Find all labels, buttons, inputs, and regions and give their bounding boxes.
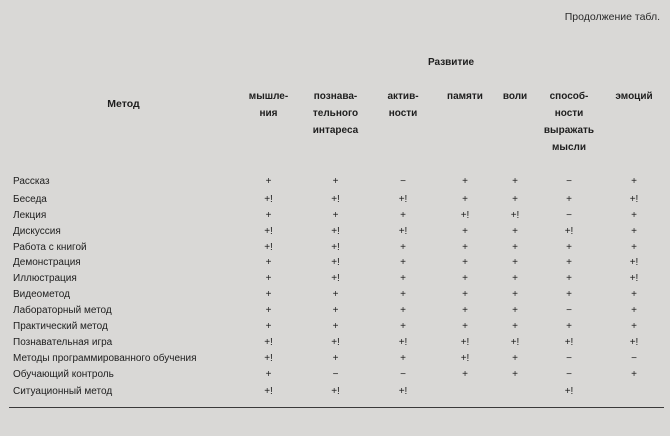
rating-cell: + — [265, 305, 272, 317]
rating-cell: +! — [564, 225, 574, 237]
rating-cell: + — [566, 289, 572, 301]
table-body — [9, 164, 664, 408]
rating-cell: − — [566, 368, 572, 380]
rating-cell: + — [462, 225, 468, 237]
rating-cell: + — [631, 241, 637, 253]
rating-cell: +! — [398, 225, 408, 237]
rating-cell: +! — [264, 336, 273, 348]
rating-cell: +! — [264, 193, 273, 205]
rating-cell: + — [631, 305, 637, 317]
table-row — [9, 334, 664, 350]
rating-cell: + — [400, 305, 406, 317]
rating-cell — [496, 382, 534, 407]
rating-cell: + — [265, 209, 272, 221]
rating-cell: + — [332, 321, 339, 333]
rating-cell: + — [400, 289, 406, 301]
table-caption: Продолжение табл. — [564, 11, 660, 23]
table-row — [9, 366, 664, 382]
method-name: Работа с книгой — [13, 241, 87, 253]
rating-cell: +! — [264, 225, 273, 237]
method-name: Рассказ — [13, 176, 50, 188]
method-name: Иллюстрация — [13, 273, 77, 285]
rating-cell: + — [400, 352, 406, 364]
method-name: Обучающий контроль — [13, 368, 114, 380]
rating-cell: + — [400, 273, 406, 285]
rating-cell: +! — [372, 382, 434, 407]
rating-cell: +! — [534, 382, 604, 407]
rating-cell: +! — [331, 193, 340, 205]
rating-cell: + — [566, 241, 572, 253]
column-header: эмоций — [615, 91, 653, 102]
rating-cell: + — [512, 257, 518, 269]
rating-cell: + — [631, 368, 637, 380]
rating-cell: + — [400, 209, 406, 221]
rating-cell: + — [462, 305, 468, 317]
rating-cell: − — [566, 176, 572, 188]
rating-cell: + — [512, 368, 518, 380]
rating-cell: − — [566, 209, 572, 221]
rating-cell: +! — [629, 257, 639, 269]
rating-cell: + — [265, 176, 272, 188]
rating-cell: + — [512, 352, 518, 364]
rating-cell: +! — [331, 273, 340, 285]
rating-cell: + — [265, 289, 272, 301]
rating-cell: +! — [564, 336, 574, 348]
method-name: Видеометод — [13, 289, 70, 301]
rating-cell: + — [462, 321, 468, 333]
rating-cell: +! — [629, 336, 639, 348]
rating-cell: + — [566, 321, 572, 333]
rating-cell: + — [332, 176, 339, 188]
table-row — [9, 350, 664, 366]
rating-cell: +! — [331, 336, 340, 348]
method-name: Беседа — [13, 193, 47, 205]
rating-cell: +! — [238, 382, 299, 407]
rating-cell: + — [631, 209, 637, 221]
table-row — [9, 319, 664, 335]
rating-cell: + — [332, 352, 339, 364]
rating-cell: + — [265, 257, 272, 269]
column-header: воли — [502, 91, 528, 102]
rating-cell: + — [512, 273, 518, 285]
method-name: Дискуссия — [13, 225, 61, 237]
rating-cell: − — [566, 305, 572, 317]
rating-cell: + — [512, 289, 518, 301]
column-header: познава- тельного интареса — [312, 91, 359, 136]
rating-cell: +! — [510, 336, 520, 348]
method-name: Лекция — [13, 209, 47, 221]
column-header: памяти — [447, 91, 483, 102]
rating-cell: + — [462, 241, 468, 253]
table-row — [9, 287, 664, 303]
rating-cell: − — [400, 368, 406, 380]
rating-cell: +! — [460, 336, 470, 348]
rating-cell: +! — [299, 382, 372, 407]
rating-cell: + — [631, 289, 637, 301]
rating-cell: + — [512, 241, 518, 253]
rating-cell: + — [512, 321, 518, 333]
methods-table — [9, 44, 664, 408]
rating-cell: + — [400, 241, 406, 253]
rating-cell: +! — [331, 241, 340, 253]
column-header: актив- ности — [387, 91, 419, 119]
rating-cell: + — [462, 273, 468, 285]
table-row — [9, 164, 664, 191]
rating-cell: + — [631, 176, 637, 188]
rating-cell: +! — [264, 352, 273, 364]
rating-cell: +! — [460, 352, 470, 364]
rating-cell: + — [512, 193, 518, 205]
table-row — [9, 207, 664, 223]
rating-cell: + — [512, 225, 518, 237]
rating-cell: + — [566, 193, 572, 205]
table-row — [9, 255, 664, 271]
rating-cell: +! — [331, 257, 340, 269]
rating-cell: +! — [331, 225, 340, 237]
rating-cell: + — [332, 305, 339, 317]
method-name: Познавательная игра — [13, 336, 113, 348]
development-group-header: Развитие — [427, 56, 475, 68]
rating-cell: + — [265, 368, 272, 380]
rating-cell: + — [462, 176, 468, 188]
rating-cell: + — [566, 273, 572, 285]
rating-cell: + — [332, 209, 339, 221]
table-row — [9, 303, 664, 319]
column-header: способ- ности выражать мысли — [543, 91, 595, 153]
rating-cell: +! — [264, 241, 273, 253]
method-name: Практический метод — [13, 321, 108, 333]
table-row — [9, 271, 664, 287]
rating-cell: +! — [629, 273, 639, 285]
table-row — [9, 223, 664, 239]
method-name: Методы программированного обучения — [13, 352, 197, 364]
rating-cell: + — [512, 176, 518, 188]
rating-cell: − — [566, 352, 572, 364]
rating-cell: + — [462, 257, 468, 269]
rating-cell: +! — [510, 209, 520, 221]
method-column-header: Метод — [107, 98, 140, 110]
rating-cell: + — [631, 225, 637, 237]
rating-cell — [604, 382, 664, 407]
method-name: Демонстрация — [13, 257, 81, 269]
rating-cell: + — [462, 368, 468, 380]
rating-cell: +! — [460, 209, 470, 221]
rating-cell — [434, 382, 496, 407]
table-row — [9, 191, 664, 207]
rating-cell: + — [462, 289, 468, 301]
rating-cell: + — [265, 321, 272, 333]
method-name: Лабораторный метод — [13, 305, 112, 317]
rating-cell: + — [400, 257, 406, 269]
column-header: мышле- ния — [248, 91, 289, 119]
rating-cell: +! — [629, 193, 639, 205]
table-row — [9, 382, 664, 407]
rating-cell: + — [512, 305, 518, 317]
rating-cell: +! — [398, 193, 408, 205]
rating-cell: + — [400, 321, 406, 333]
rating-cell: + — [265, 273, 272, 285]
rating-cell: + — [462, 193, 468, 205]
rating-cell: − — [332, 368, 339, 380]
method-name: Ситуационный метод — [9, 382, 238, 407]
rating-cell: + — [631, 321, 637, 333]
rating-cell: − — [400, 176, 406, 188]
rating-cell: + — [566, 257, 572, 269]
rating-cell: + — [332, 289, 339, 301]
table-row — [9, 239, 664, 255]
rating-cell: +! — [398, 336, 408, 348]
rating-cell: − — [631, 352, 637, 364]
